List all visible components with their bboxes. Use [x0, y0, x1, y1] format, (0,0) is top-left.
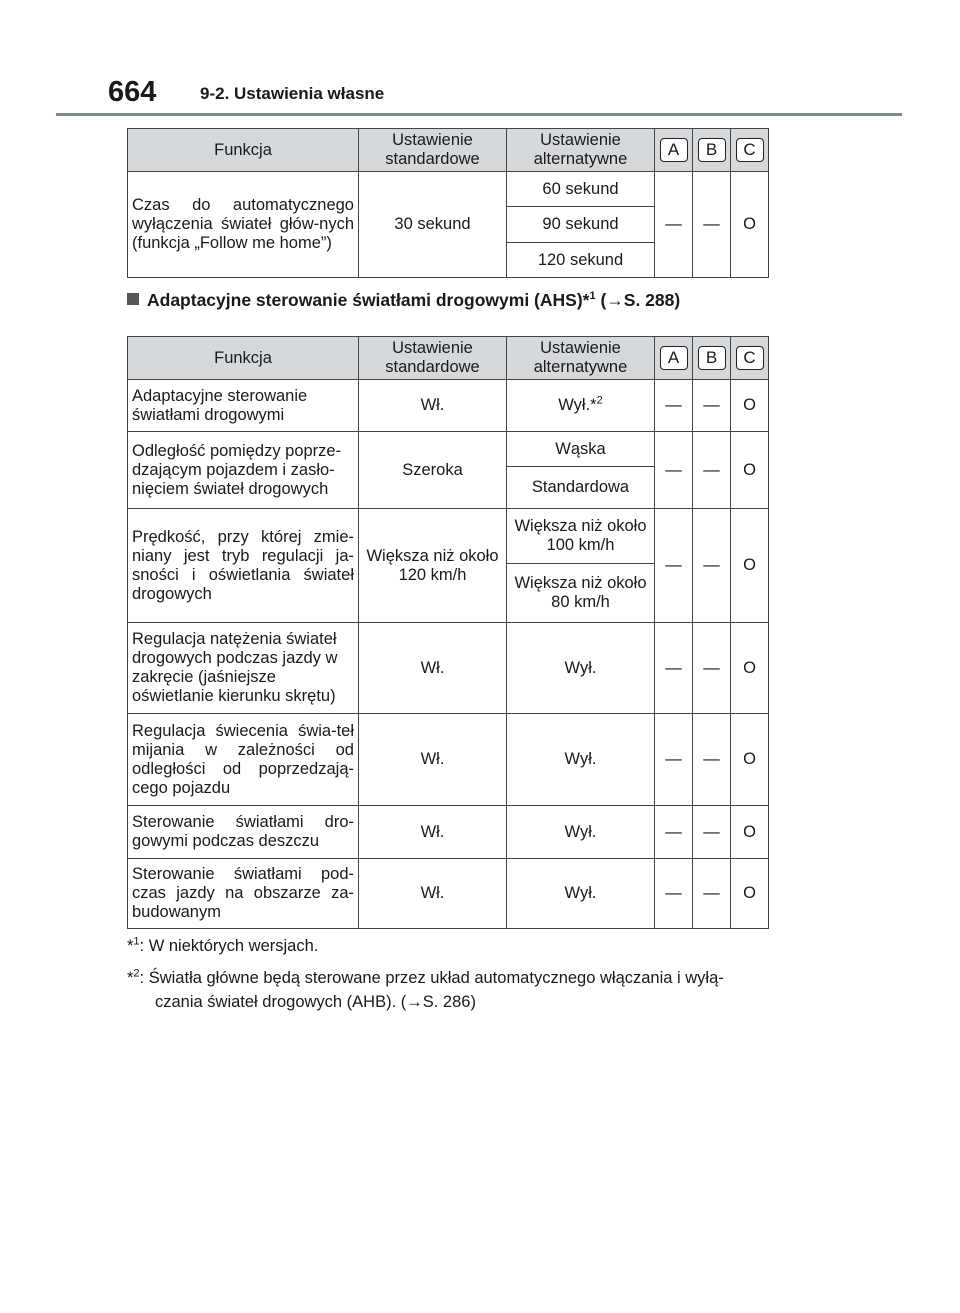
col-a-cell: — [655, 859, 693, 929]
col-header-funkcja: Funkcja [128, 337, 359, 380]
subsection-title: Adaptacyjne sterowanie światłami drogowymi (AHS)*$^1$ (→S. 288) [127, 290, 680, 311]
letter-a-badge: A [660, 138, 688, 162]
standard-cell: Większa niż około 120 km/h [359, 509, 507, 623]
col-c-cell: O [731, 806, 769, 859]
col-c-cell: O [731, 859, 769, 929]
footnote-1: *$^1$: W niektórych wersjach. [127, 935, 319, 955]
col-header-standard: Ustawienie standardowe [359, 337, 507, 380]
function-cell: Regulacja świecenia świa-teł mijania w zależności od odległości od poprzedzają-cego pojazdu [128, 714, 359, 806]
standard-cell: 30 sekund [359, 172, 507, 278]
col-header-alternative: Ustawienie alternatywne [507, 337, 655, 380]
section-title: 9-2. Ustawienia własne [200, 84, 385, 103]
alternative-cell: Wył. [507, 714, 655, 806]
col-b-cell: — [693, 380, 731, 432]
standard-cell: Wł. [359, 859, 507, 929]
col-header-c [731, 337, 769, 380]
col-c-cell: O [731, 714, 769, 806]
alternative-cell: Wył. [507, 859, 655, 929]
page-header [0, 0, 960, 120]
col-a-cell: — [655, 509, 693, 623]
col-a-cell: — [655, 714, 693, 806]
col-b-cell: — [693, 806, 731, 859]
alternative-cell: Wył.*$^2$ [507, 380, 655, 432]
standard-cell: Wł. [359, 714, 507, 806]
col-b-cell: — [693, 859, 731, 929]
letter-b-badge: B [698, 138, 726, 162]
standard-cell: Szeroka [359, 432, 507, 509]
letter-c-badge: C [736, 346, 764, 370]
letter-b-badge: B [698, 346, 726, 370]
function-cell: Sterowanie światłami pod-czas jazdy na obszarze za-budowanym [128, 859, 359, 929]
col-b-cell: — [693, 714, 731, 806]
square-bullet-icon [127, 293, 139, 305]
table-row [128, 509, 769, 564]
table-header-row [128, 129, 769, 172]
footnote-2: *$^2$: Światła główne będą sterowane przez układ automatycznego włączania i wyłą- czania świateł drogowych (AHB). (→S. 286) [127, 967, 724, 1011]
alternative-cell: 90 sekund [507, 207, 655, 243]
letter-c-badge: C [736, 138, 764, 162]
alternative-cell: 60 sekund [507, 172, 655, 207]
col-a-cell: — [655, 432, 693, 509]
alternative-cell: Standardowa [507, 467, 655, 509]
col-header-a [655, 337, 693, 380]
table-row [128, 714, 769, 806]
table-row [128, 172, 769, 207]
table-row [128, 380, 769, 432]
col-a-cell: — [655, 623, 693, 714]
col-c-cell: O [731, 172, 769, 278]
table-row [128, 623, 769, 714]
function-cell: Prędkość, przy której zmie-niany jest tryb regulacji ja-sności i oświetlania świateł drogowych [128, 509, 359, 623]
function-cell: Czas do automatycznego wyłączenia świateł głów-nych (funkcja „Follow me home”) [128, 172, 359, 278]
alternative-cell: 120 sekund [507, 243, 655, 278]
alternative-cell: Wąska [507, 432, 655, 467]
col-header-b [693, 337, 731, 380]
standard-cell: Wł. [359, 623, 507, 714]
col-header-c [731, 129, 769, 172]
function-cell: Adaptacyjne sterowanie światłami drogowymi [128, 380, 359, 432]
col-b-cell: — [693, 509, 731, 623]
table-row [128, 432, 769, 467]
col-header-b [693, 129, 731, 172]
table-row [128, 806, 769, 859]
col-header-standard: Ustawienie standardowe [359, 129, 507, 172]
letter-a-badge: A [660, 346, 688, 370]
col-c-cell: O [731, 623, 769, 714]
standard-cell: Wł. [359, 806, 507, 859]
table-row [128, 859, 769, 929]
settings-table-ahs [127, 336, 769, 929]
alternative-cell: Większa niż około 100 km/h [507, 509, 655, 564]
alternative-cell: Większa niż około 80 km/h [507, 564, 655, 623]
col-b-cell: — [693, 172, 731, 278]
alternative-cell: Wył. [507, 623, 655, 714]
table-header-row [128, 337, 769, 380]
header-divider [56, 113, 902, 116]
settings-table-follow-me-home [127, 128, 769, 278]
col-header-a [655, 129, 693, 172]
col-a-cell: — [655, 172, 693, 278]
col-header-alternative: Ustawienie alternatywne [507, 129, 655, 172]
page-number: 664 [108, 76, 157, 108]
col-c-cell: O [731, 509, 769, 623]
col-header-funkcja: Funkcja [128, 129, 359, 172]
function-cell: Odległość pomiędzy poprze-dzającym pojazdem i zasło-nięciem świateł drogowych [128, 432, 359, 509]
col-a-cell: — [655, 806, 693, 859]
alternative-cell: Wył. [507, 806, 655, 859]
standard-cell: Wł. [359, 380, 507, 432]
col-c-cell: O [731, 380, 769, 432]
col-b-cell: — [693, 623, 731, 714]
function-cell: Regulacja natężenia świateł drogowych podczas jazdy w zakręcie (jaśniejsze oświetlanie kierunku skrętu) [128, 623, 359, 714]
col-a-cell: — [655, 380, 693, 432]
function-cell: Sterowanie światłami dro-gowymi podczas deszczu [128, 806, 359, 859]
col-b-cell: — [693, 432, 731, 509]
col-c-cell: O [731, 432, 769, 509]
